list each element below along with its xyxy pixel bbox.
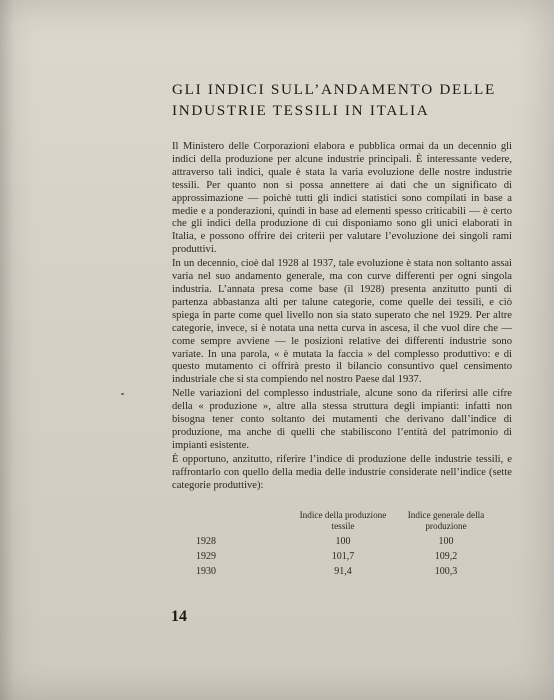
page-shadow-edge [0,0,14,700]
page-title [172,79,512,121]
table-header-year [196,510,290,535]
paragraph-3: Nelle variazioni del complesso industriale, alcune sono da riferirsi alle cifre della « produzione », altre alla stessa struttura degli impianti: infatti non bisogna tener conto soltanto dei mutamenti che derivano dall’indice di produzione, ma anche di quelli che stabiliscono l’entità del patrimonio di impianti esistente. [172,388,512,451]
paragraph-2: In un decennio, cioè dal 1928 al 1937, tale evoluzione è stata non soltanto assai varia nel suo andamento generale, ma con curve differenti per ogni singola industria. L’annata presa come base (il 1928) presenta anzitutto punti di partenza abbastanza alti per talune categorie, come quelle dei tessili, e ciò spiega in parte come quel livello non sia stato superato che nel 1929. Per altre categorie, invece, si è notata una netta curva in ascesa, il che vuol dire che — come sempre avviene — le posizioni relative dei differenti industrie sono variate. In una parola, « è mutata la faccia » del complesso produttivo: e di questo mutamento ci offrirà presto il bilancio consuntivo quel censimento industriale che si sta compiendo nel nostro Paese dal 1937. [172,258,512,386]
paragraph-1: Il Ministero delle Corporazioni elabora e pubblica ormai da un decennio gli indici della produzione per alcune industrie principali. È interessante vedere, attraverso tali indici, quale è stata la varia evoluzione delle nostre industrie tessili. Per quanto non si possa annettere ai dati che un significato di approssimazione — poichè tutti gli indici statistici sono compilati in base a medie e a ponderazioni, quindi in base ad elementi spesso criticabili — è certo che gli indici della produzione di cui disponiamo sono gli unici elaborati in Italia, e possono offrire dei criterii per valutare l’evoluzione dei singoli rami produttivi. [172,141,512,256]
row-generale-value: 109,2 [434,551,458,562]
table-header-generale: Indice generale della produzione [407,510,485,531]
row-tessile-value: 101,7 [331,551,355,562]
paper-speck [121,393,124,395]
paragraph-4: È opportuno, anzitutto, riferire l’indice di produzione delle industrie tessili, e raffrontarlo con quello della media delle industrie considerate nell’indice (sette categorie produttive): [172,453,512,491]
row-year: 1929 [196,551,216,562]
production-index-table [196,510,496,580]
title-line-1: GLI INDICI SULL’ANDAMENTO DELLE [172,81,496,98]
row-tessile-value: 91,4 [334,566,352,577]
body-text [172,141,512,493]
table-row [196,535,496,550]
table-row [196,550,496,565]
title-line-2: INDUSTRIE TESSILI IN ITALIA [172,102,430,119]
row-year: 1928 [196,536,216,547]
table-header-row [196,510,496,535]
row-tessile-value: 100 [335,536,351,547]
table-row [196,565,496,580]
row-generale-value: 100 [438,536,454,547]
page-number: 14 [171,608,187,625]
row-year: 1930 [196,566,216,577]
row-generale-value: 100,3 [434,566,458,577]
table-header-tessile: Indice della produzione tessile [299,510,387,531]
